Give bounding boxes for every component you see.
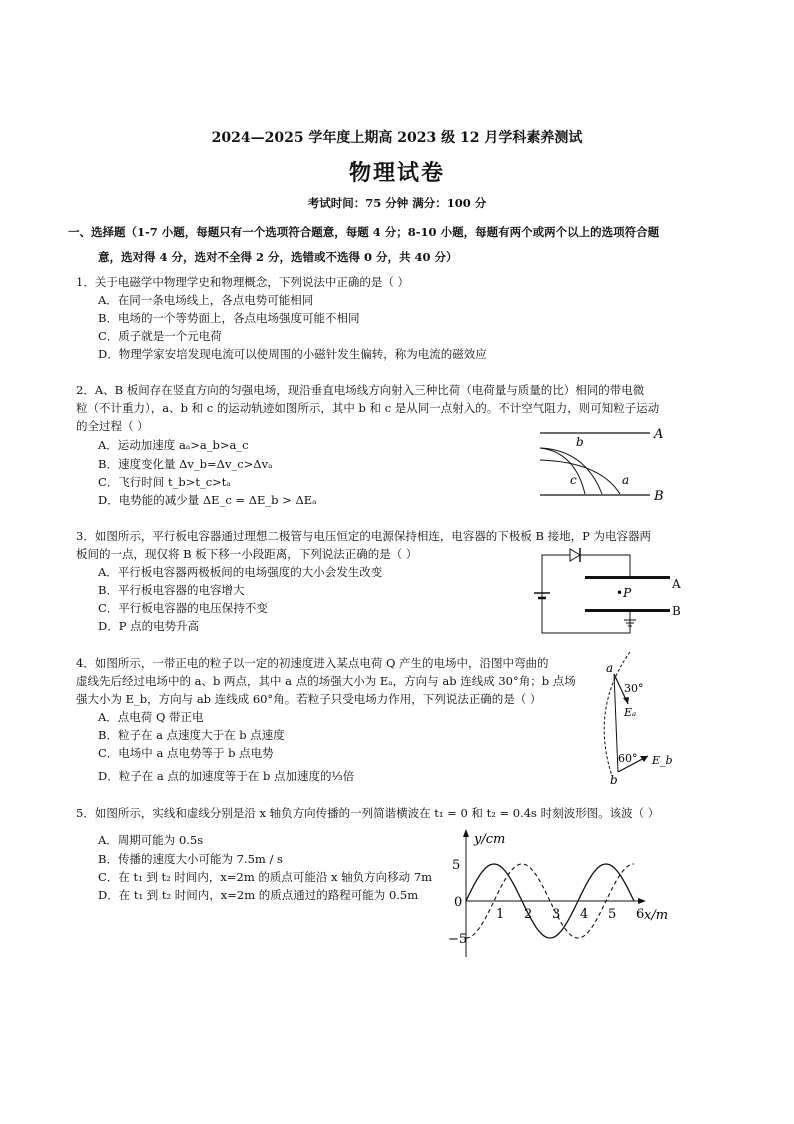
q3-stem-1: 3．如图所示，平行板电容器通过理想二极管与电压恒定的电源保持相连，电容器的下极板 B 接地，P 为电容器两 (76, 529, 651, 543)
x-tick-3: 3 (552, 907, 561, 922)
label-a: a (606, 661, 614, 675)
section-heading-cont: 意，选对得 4 分，选对不全得 2 分，选错或不选得 0 分，共 40 分） (98, 250, 458, 264)
label-eb: E_b (652, 754, 673, 767)
origin-label: 0 (454, 895, 463, 910)
x-axis-label: x/m (644, 908, 669, 923)
diode-icon (570, 549, 580, 561)
q3-circuit (530, 545, 670, 637)
y-axis-label: y/cm (474, 832, 506, 847)
q1-option-a: A．在同一条电场线上，各点电势可能相同 (98, 293, 314, 307)
y-tick-5: 5 (452, 858, 461, 873)
q2-stem-3: 的全过程（ ） (76, 419, 149, 433)
q2-option-a: A．运动加速度 aₐ>a_b>a_c (98, 438, 249, 452)
ea-arrow-head (623, 697, 629, 704)
y-axis-arrow (463, 829, 469, 837)
q1-option-c: C．质子就是一个元电荷 (98, 329, 222, 343)
label-plate-a: A (654, 427, 664, 442)
q4-option-b: B．粒子在 a 点速度大于在 b 点速度 (98, 728, 285, 742)
q1-option-b: B．电场的一个等势面上，各点电场强度可能不相同 (98, 311, 360, 325)
label-30deg: 30° (624, 682, 644, 695)
page-title: 物理试卷 (348, 160, 445, 186)
q1-option-d: D．物理学家安培发现电流可以使周围的小磁针发生偏转，称为电流的磁效应 (98, 347, 487, 361)
plate-b (585, 609, 670, 612)
q3-option-d: D．P 点的电势升高 (98, 619, 200, 633)
q4-stem-3: 强大小为 E_b，方向与 ab 连线成 60°角。若粒子只受电场力作用，下列说法正确的是（ ） (76, 692, 542, 706)
x-tick-6: 6 (636, 907, 645, 922)
point-p-label: •P (616, 586, 632, 600)
exam-info: 考试时间：75 分钟 满分：100 分 (307, 196, 487, 210)
label-c: c (570, 473, 577, 487)
exam-header: 2024—2025 学年度上期高 2023 级 12 月学科素养测试 (211, 130, 583, 146)
q5-option-b: B．传播的速度大小可能为 7.5m / s (98, 852, 283, 866)
q2-option-b: B．速度变化量 Δv_b=Δv_c>Δvₐ (98, 457, 273, 471)
q3-option-b: B．平行板电容器的电容增大 (98, 583, 245, 597)
trajectory-a (540, 460, 620, 494)
q2-figure (530, 420, 680, 510)
q3-option-a: A．平行板电容器两极板间的电场强度的大小会发生改变 (98, 565, 383, 579)
q5-wave-graph (446, 825, 676, 965)
q4-stem-1: 4．如图所示，一带正电的粒子以一定的初速度进入某点电荷 Q 产生的电场中，沿图中弯曲的 (76, 656, 549, 670)
label-b: b (576, 435, 584, 449)
q2-option-d: D．电势能的减少量 ΔE_c = ΔE_b > ΔEₐ (98, 493, 317, 507)
q1-stem: 1．关于电磁学中物理学史和物理概念，下列说法中正确的是（ ） (76, 275, 409, 289)
q4-option-a: A．点电荷 Q 带正电 (98, 710, 204, 724)
x-tick-1: 1 (496, 907, 505, 922)
q5-option-d: D．在 t₁ 到 t₂ 时间内，x=2m 的质点通过的路程可能为 0.5m (98, 888, 419, 902)
q5-option-c: C．在 t₁ 到 t₂ 时间内，x=2m 的质点可能沿 x 轴负方向移动 7m (98, 870, 433, 884)
x-axis-arrow (638, 898, 646, 904)
q3-option-c: C．平行板电容器的电压保持不变 (98, 601, 268, 615)
label-ea: Eₐ (624, 706, 637, 719)
label-plate-b: B (672, 604, 681, 618)
q5-stem: 5．如图所示，实线和虚线分别是沿 x 轴负方向传播的一列简谐横波在 t₁ = 0 和 t₂ = 0.4s 时刻波形图。该波（ ） (76, 806, 660, 820)
q2-stem-1: 2．A、B 板间存在竖直方向的匀强电场，现沿垂直电场线方向射入三种比荷（电荷量与质量的比）相同的带电微 (76, 383, 645, 397)
x-tick-5: 5 (608, 907, 617, 922)
label-plate-a: A (672, 577, 681, 591)
label-a: a (622, 473, 630, 487)
q4-option-d: D．粒子在 a 点的加速度等于在 b 点加速度的⅓倍 (98, 769, 355, 783)
label-b: b (610, 773, 618, 787)
x-tick-2: 2 (524, 907, 533, 922)
q4-option-c: C．电场中 a 点电势等于 b 点电势 (98, 746, 274, 760)
x-tick-4: 4 (580, 907, 589, 922)
plate-a (585, 576, 670, 579)
y-tick-neg5: −5 (448, 932, 468, 947)
label-plate-b: B (654, 489, 664, 504)
trajectory-c (540, 448, 585, 494)
q4-figure (590, 648, 700, 788)
q3-stem-2: 板间的一点，现仅将 B 板下移一小段距离，下列说法正确的是（ ） (76, 547, 418, 561)
label-60deg: 60° (618, 752, 638, 765)
q2-option-c: C．飞行时间 t_b>t_c>tₐ (98, 475, 231, 489)
q2-stem-2: 粒（不计重力），a、b 和 c 的运动轨迹如图所示，其中 b 和 c 是从同一点射入的。不计空气阻力，则可知粒子运动 (76, 401, 660, 415)
q5-option-a: A．周期可能为 0.5s (98, 833, 204, 847)
q4-stem-2: 虚线先后经过电场中的 a、b 两点，其中 a 点的场强大小为 Eₐ，方向与 ab 连线成 30°角；b 点场 (76, 674, 576, 688)
section-heading: 一、选择题（1-7 小题，每题只有一个选项符合题意，每题 4 分；8-10 小题，每题有两个或两个以上的选项符合题 (68, 225, 660, 239)
